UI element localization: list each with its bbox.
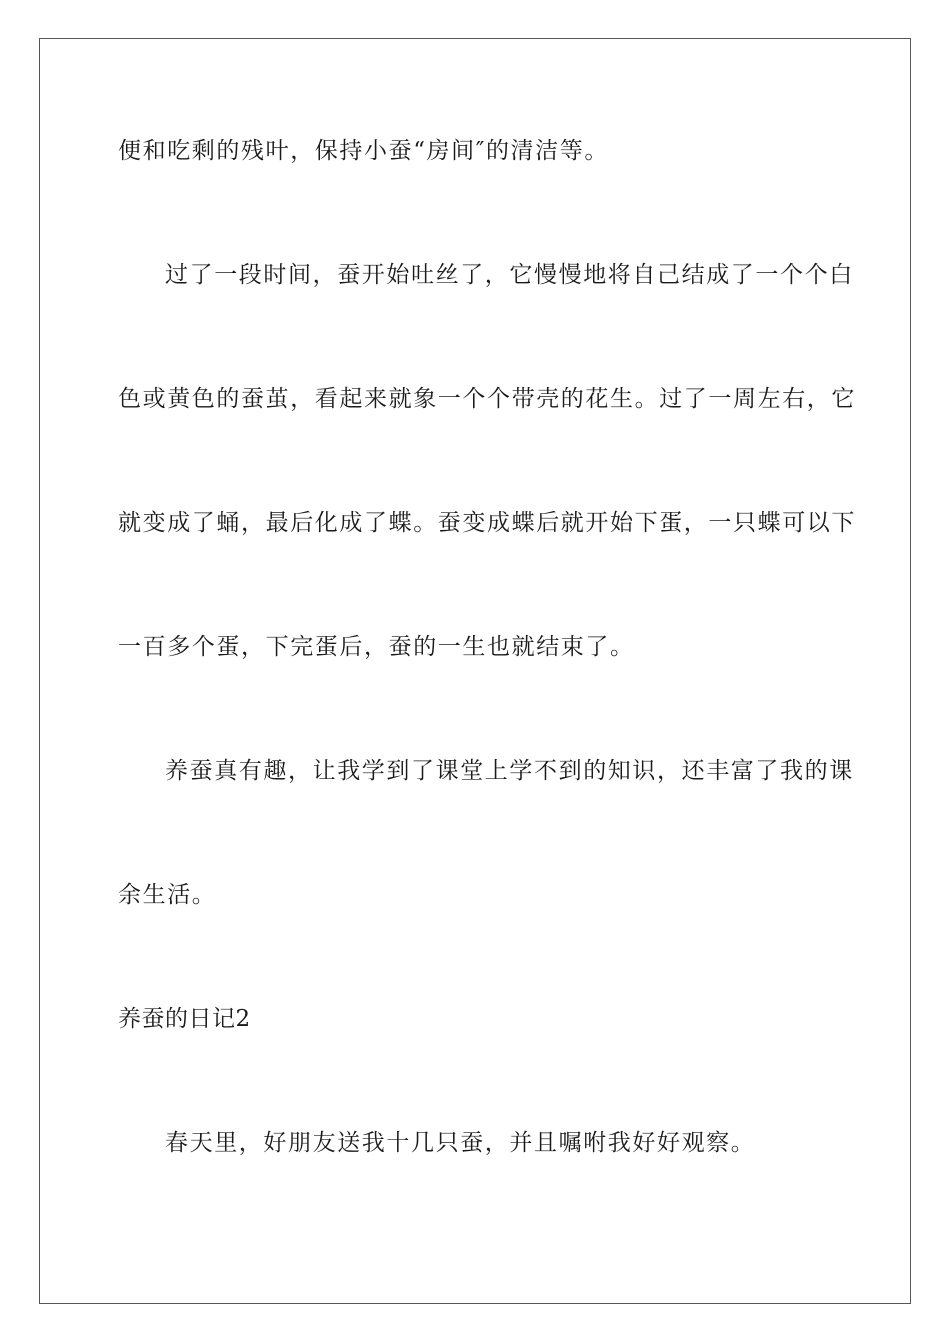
paragraph-line: 余生活。 (118, 882, 217, 908)
page-border (39, 38, 911, 1304)
paragraph-line: 一百多个蛋，下完蛋后，蚕的一生也就结束了。 (118, 634, 635, 660)
paragraph-line: 色或黄色的蚕茧，看起来就象一个个带壳的花生。过了一周左右，它 (118, 386, 856, 412)
paragraph-line: 便和吃剩的残叶，保持小蚕“房间″的清洁等。 (118, 138, 609, 164)
section-title: 养蚕的日记2 (118, 1006, 251, 1032)
paragraph-line: 就变成了蛹，最后化成了蝶。蚕变成蝶后就开始下蛋，一只蝶可以下 (118, 510, 856, 536)
paragraph-line: 过了一段时间，蚕开始吐丝了，它慢慢地将自己结成了一个个白 (165, 262, 854, 288)
paragraph-line: 春天里，好朋友送我十几只蚕，并且嘱咐我好好观察。 (165, 1130, 756, 1156)
paragraph-line: 养蚕真有趣，让我学到了课堂上学不到的知识，还丰富了我的课 (165, 758, 854, 784)
